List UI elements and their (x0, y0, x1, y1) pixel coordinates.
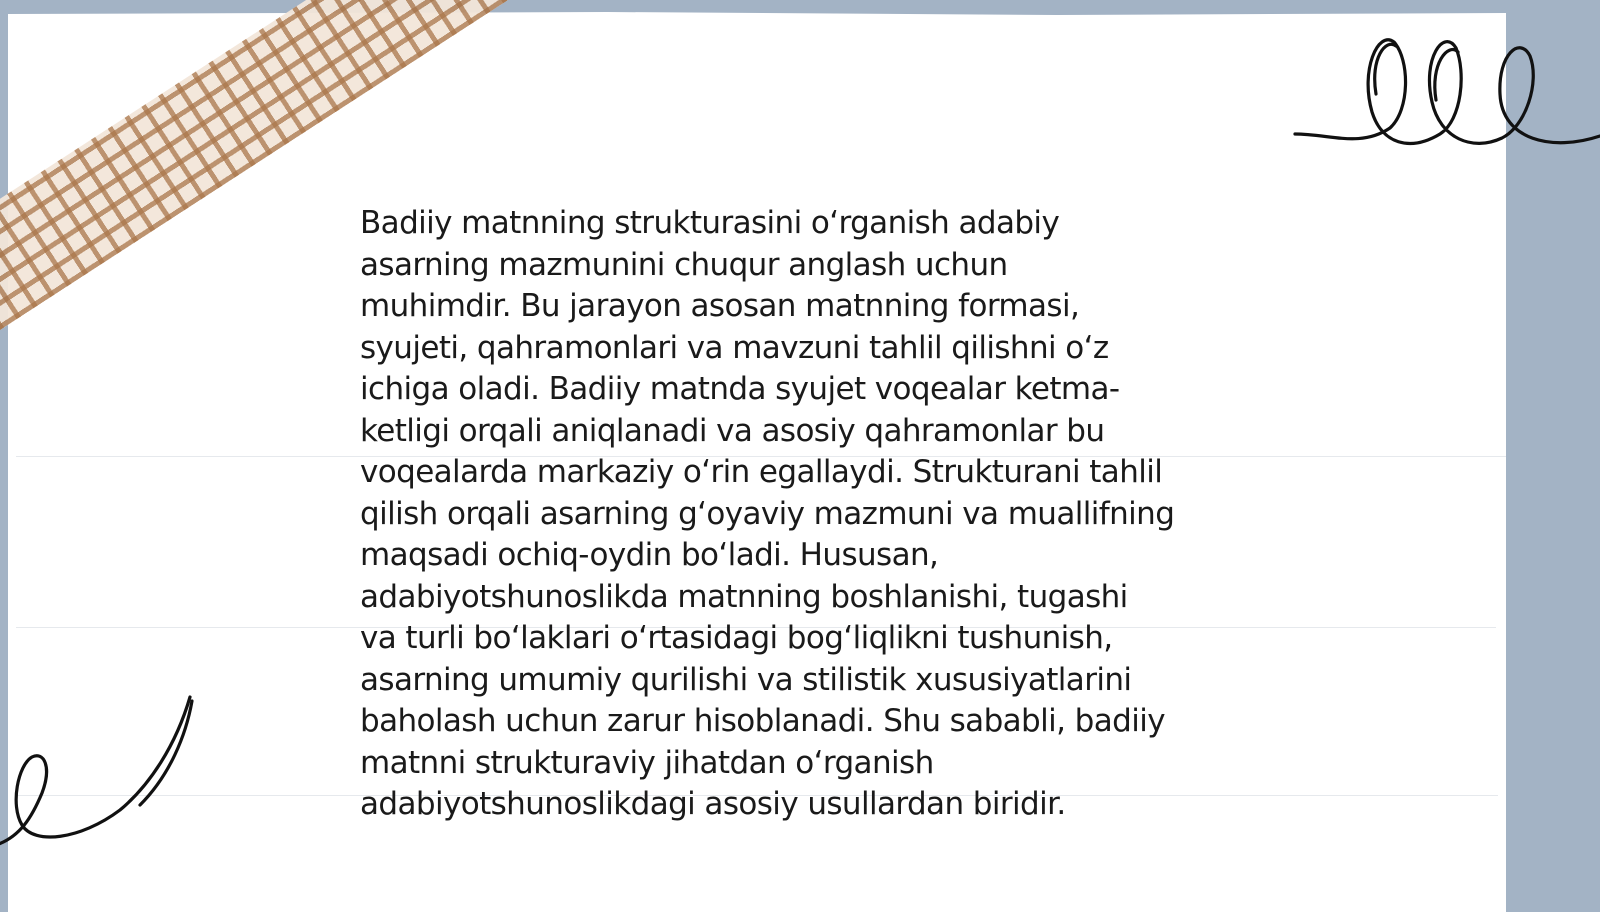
body-paragraph (360, 203, 1240, 826)
paragraph-line: asarning umumiy qurilishi va stilistik xususiyatlarini (360, 661, 1132, 698)
paragraph-line: adabiyotshunoslikda matnning boshlanishi, tugashi (360, 578, 1128, 615)
paragraph-line: matnni strukturaviy jihatdan o‘rganish (360, 744, 934, 781)
paragraph-line: qilish orqali asarning g‘oyaviy mazmuni va muallifning (360, 495, 1175, 532)
paragraph-line: maqsadi ochiq-oydin bo‘ladi. Hususan, (360, 537, 939, 573)
paragraph-line: va turli bo‘laklari o‘rtasidagi bog‘liqlikni tushunish, (360, 620, 1113, 656)
paragraph-line: Badiiy matnning strukturasini o‘rganish adabiy (360, 205, 1060, 241)
paragraph-line: adabiyotshunoslikdagi asosiy usullardan biridir. (360, 786, 1066, 822)
paragraph-line: ichiga oladi. Badiiy matnda syujet voqealar ketma- (360, 371, 1120, 407)
paragraph-line: voqealarda markaziy o‘rin egallaydi. Strukturani tahlil (360, 454, 1163, 490)
cursive-loops-doodle (1290, 30, 1600, 170)
paragraph-line: muhimdir. Bu jarayon asosan matnning formasi, (360, 288, 1080, 324)
paragraph-line: syujeti, qahramonlari va mavzuni tahlil qilishni o‘z (360, 329, 1109, 366)
cursive-swash-doodle (0, 695, 200, 855)
paragraph-line: ketligi orqali aniqlanadi va asosiy qahramonlar bu (360, 412, 1105, 449)
paragraph-line: baholash uchun zarur hisoblanadi. Shu sababli, badiiy (360, 703, 1165, 739)
paragraph-line: asarning mazmunini chuqur anglash uchun (360, 246, 1008, 283)
